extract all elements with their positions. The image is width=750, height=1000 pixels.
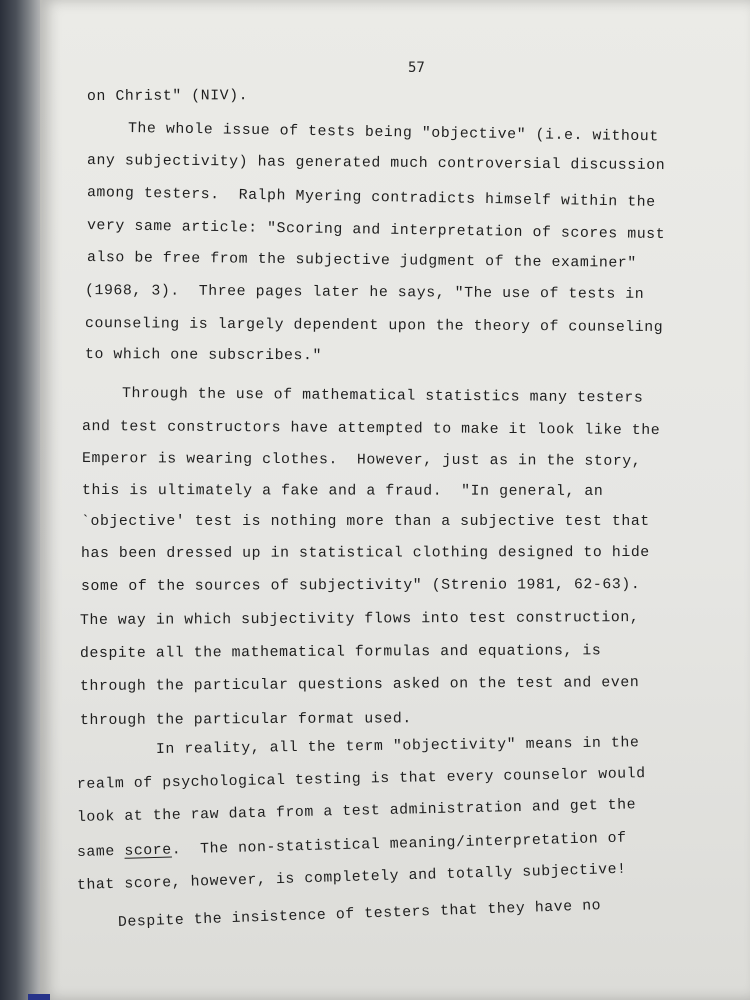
text-line: counseling is largely dependent upon the theory of counseling — [84, 316, 664, 337]
text-line: The way in which subjectivity flows into test construction, — [79, 610, 640, 629]
text-line — [77, 831, 627, 861]
text-line: among testers. Ralph Myering contradicts himself within the — [86, 185, 656, 211]
text-line: has been dressed up in statistical clothing designed to hide — [80, 545, 650, 562]
text-line: look at the raw data from a test administration and get the — [76, 797, 637, 826]
text-line: Through the use of mathematical statistics many testers — [121, 386, 644, 407]
text-line: to which one subscribes." — [84, 347, 323, 365]
binding-edge — [28, 994, 50, 1000]
text-fragment: . The non-statistical meaning/interpretation of — [171, 830, 627, 859]
text-line: The whole issue of tests being "objective" (i.e. without — [127, 121, 659, 146]
underlined-word: score — [124, 842, 172, 860]
text-line: Emperor is wearing clothes. However, just as in the story, — [81, 451, 642, 470]
text-line: In reality, all the term "objectivity" means in the — [155, 735, 640, 758]
text-line: some of the sources of subjectivity" (Strenio 1981, 62-63). — [80, 577, 641, 595]
text-line: very same article: "Scoring and interpretation of scores must — [86, 218, 666, 244]
text-line: despite all the mathematical formulas and equations, is — [79, 643, 602, 662]
text-line: this is ultimately a fake and a fraud. "In general, an — [81, 483, 604, 500]
text-fragment: same — [76, 843, 125, 861]
text-line: realm of psychological testing is that every counselor would — [76, 766, 646, 793]
text-line: any subjectivity) has generated much controversial discussion — [86, 153, 666, 175]
text-line: Despite the insistence of testers that they have no — [117, 898, 602, 931]
text-line: and test constructors have attempted to make it look like the — [81, 419, 661, 440]
text-line: through the particular questions asked on the test and even — [79, 675, 640, 695]
text-line: through the particular format used. — [79, 711, 412, 729]
document-page — [40, 0, 750, 1000]
page-number: 57 — [408, 60, 425, 76]
text-line: `objective' test is nothing more than a subjective test that — [81, 514, 650, 530]
text-line: also be free from the subjective judgment of the examiner" — [86, 250, 637, 272]
text-line: that score, however, is completely and totally subjective! — [76, 861, 627, 894]
text-line: (1968, 3). Three pages later he says, "The use of tests in — [84, 283, 645, 303]
text-line: on Christ" (NIV). — [86, 88, 249, 105]
